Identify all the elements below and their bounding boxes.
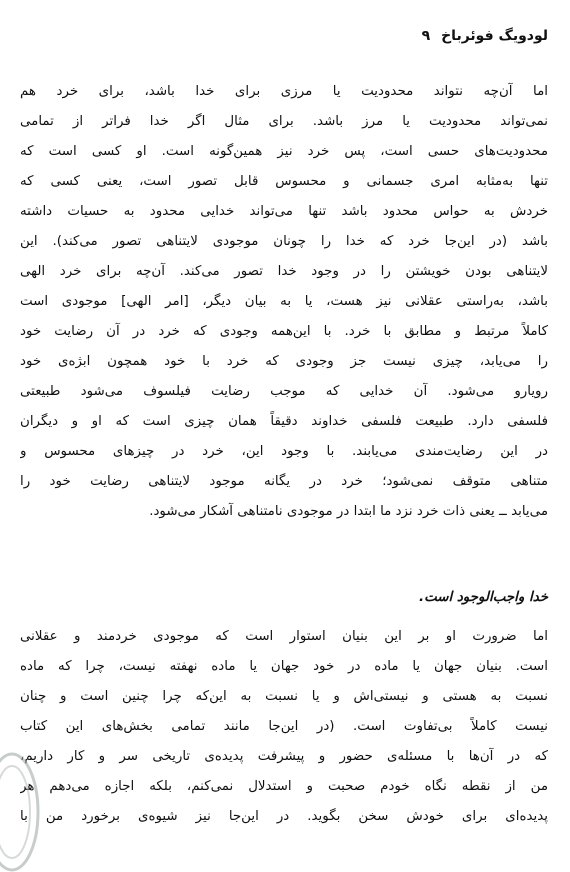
text-line: فلسفی دارد. طبیعت فلسفی خداوند دقیقاً همان چیزی است که او و دیگران <box>20 414 548 429</box>
section-heading: خدا واجب‌الوجود است. <box>418 590 548 605</box>
text-line: من از نقطه نگاه خودم صحبت و استدلال نمی‌کنم، بلکه اجازه می‌دهم هر <box>20 779 548 794</box>
text-line: باشد، به‌راستی عقلانی نیز هست، یا به بیان دیگر، [امر الهی] موجودی است <box>20 294 548 309</box>
text-line: می‌یابد ــ یعنی ذات خرد نزد ما ابتدا در موجودی نامتناهی آشکار می‌شود. <box>149 504 548 519</box>
text-line: رویارو می‌شود. آن خدایی که موجب رضایت فیلسوف می‌شود طبیعتی <box>20 384 548 399</box>
page-number: ۹ <box>421 28 431 44</box>
text-line: که در آن‌ها با مسئله‌ی حضور و پیشرفت پدیده‌ی تاریخی سر و کار داریم، <box>20 749 548 764</box>
text-line: اما آن‌چه نتواند محدودیت یا مرزی برای خدا باشد، برای خرد هم <box>20 84 548 99</box>
text-line: در این رضایت‌مندی می‌یابند. با وجود این، خرد در چیزهای محسوس و <box>20 444 548 459</box>
text-line: باشد (در این‌جا خرد که خدا را چونان موجودی لایتناهی تصور می‌کند). این <box>20 234 548 249</box>
text-line: متناهی متوقف نمی‌شود؛ خرد در یگانه موجود لایتناهی رضایت خود را <box>20 474 548 489</box>
text-line: نیست کاملاً بی‌تفاوت است. (در این‌جا مانند تمامی بخش‌های این کتاب <box>20 719 548 734</box>
running-header <box>422 28 548 44</box>
text-line: محدودیت‌های حسی است، پس خرد نیز همین‌گونه است. او کسی است که <box>20 144 548 159</box>
text-line: اما ضرورت او بر این بنیان استوار است که موجودی خردمند و عقلانی <box>20 629 548 644</box>
paragraph-2 <box>20 622 548 832</box>
paragraph-1 <box>20 77 548 527</box>
text-line: است. بنیان جهان یا ماده در خود جهان یا ماده نهفته نیست، چرا که ماده <box>20 659 548 674</box>
library-stamp-watermark <box>0 742 42 872</box>
text-line: لایتناهی بودن خویشتن را در وجود خدا تصور می‌کند. آن‌چه برای خرد الهی <box>20 264 548 279</box>
text-line: خردش به حواس محدود باشد تنها می‌تواند خدایی محدود به حسیات داشته <box>20 204 548 219</box>
running-header-title: لودویگ فوئرباخ <box>441 28 548 44</box>
text-line: را می‌یابد، چیزی نیست جز وجودی که خرد با خود همچون ابژه‌ی خود <box>20 354 548 369</box>
text-line: تنها به‌مثابه امری جسمانی و محسوس قابل تصور است، یعنی کسی که <box>20 174 548 189</box>
text-line: نسبت به هستی و نیستی‌اش و یا نسبت به این‌که چرا چنین است و چنان <box>20 689 548 704</box>
text-line: نمی‌تواند محدودیت یا مرز باشد. برای مثال اگر خدا فراتر از تمامی <box>20 114 548 129</box>
text-line: کاملاً مرتبط و مطابق با خرد. با این‌همه وجودی که خرد در آن رضایت خود <box>20 324 548 339</box>
text-line: پدیده‌ای برای خودش سخن بگوید. در این‌جا نیز شیوه‌ی برخورد من با <box>20 809 548 824</box>
